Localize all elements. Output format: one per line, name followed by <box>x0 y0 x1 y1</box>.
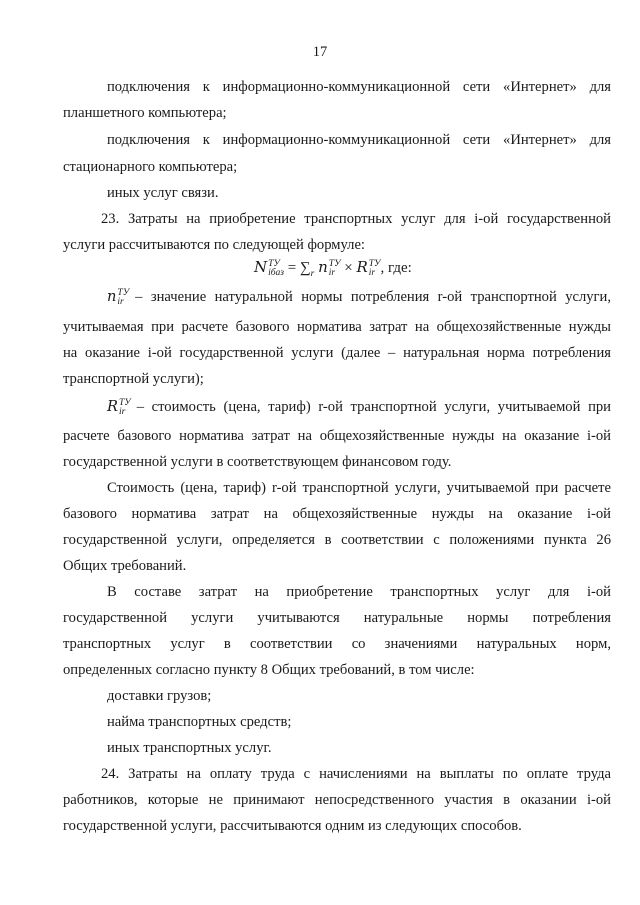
text-line: – стоимость (цена, тариф) r-ой транспортной услуги, учитываемой при <box>136 399 611 416</box>
list-item: иных транспортных услуг. <box>107 740 272 756</box>
n-symbol: n ТУ ir <box>107 287 130 307</box>
list-item: доставки грузов; <box>107 688 212 704</box>
formula: N ТУ iбаз = $\sum_r$ n ТУ ir × R ТУ ir , где: <box>254 258 412 279</box>
text-line: работников, которые не принимают непосредственного участия в оказании i-ой <box>63 792 611 808</box>
text-line: Общих требований. <box>63 558 187 574</box>
text-line: Стоимость (цена, тариф) r-ой транспортной услуги, учитываемой при расчете <box>107 480 611 496</box>
text-line: 23. Затраты на приобретение транспортных услуг для i-ой государственной <box>101 211 611 227</box>
definition-line <box>107 398 611 417</box>
r-symbol: R ТУ ir <box>107 397 131 417</box>
text-line: определенных согласно пункту 8 Общих требований, в том числе: <box>63 662 475 678</box>
text-line: государственной услуги учитываются натуральные нормы потребления <box>63 610 611 626</box>
text-line: 24. Затраты на оплату труда с начислениями на выплаты по оплате труда <box>101 766 611 782</box>
text-line: подключения к информационно-коммуникационной сети «Интернет» для <box>107 79 611 95</box>
text-line: – значение натуральной нормы потребления r-ой транспортной услуги, <box>135 289 611 306</box>
text-line: В составе затрат на приобретение транспортных услуг для i-ой <box>107 584 611 600</box>
text-line: транспортной услуги); <box>63 371 204 387</box>
text-line: расчете базового норматива затрат на общехозяйственные нужды на оказание i-ой <box>63 428 611 444</box>
text-line: государственной услуги в соответствующем финансовом году. <box>63 454 452 470</box>
definition-line <box>107 288 611 307</box>
page-number: 17 <box>312 44 328 60</box>
text-line: на оказание i-ой государственной услуги (далее – натуральная норма потребления <box>63 345 611 361</box>
text-line: услуги рассчитываются по следующей формуле: <box>63 237 365 253</box>
text-line: планшетного компьютера; <box>63 105 227 121</box>
text-line: государственной услуги, определяется в соответствии с положениями пункта 26 <box>63 532 611 548</box>
text-line: государственной услуги, рассчитываются одним из следующих способов. <box>63 818 522 834</box>
text-line: подключения к информационно-коммуникационной сети «Интернет» для <box>107 132 611 148</box>
text-line: иных услуг связи. <box>107 185 219 201</box>
text-line: транспортных услуг в соответствии со значениями натуральных норм, <box>63 636 611 652</box>
text-line: учитываемая при расчете базового норматива затрат на общехозяйственные нужды <box>63 319 611 335</box>
list-item: найма транспортных средств; <box>107 714 292 730</box>
text-line: стационарного компьютера; <box>63 159 238 175</box>
text-line: базового норматива затрат на общехозяйственные нужды на оказание i-ой <box>63 506 611 522</box>
